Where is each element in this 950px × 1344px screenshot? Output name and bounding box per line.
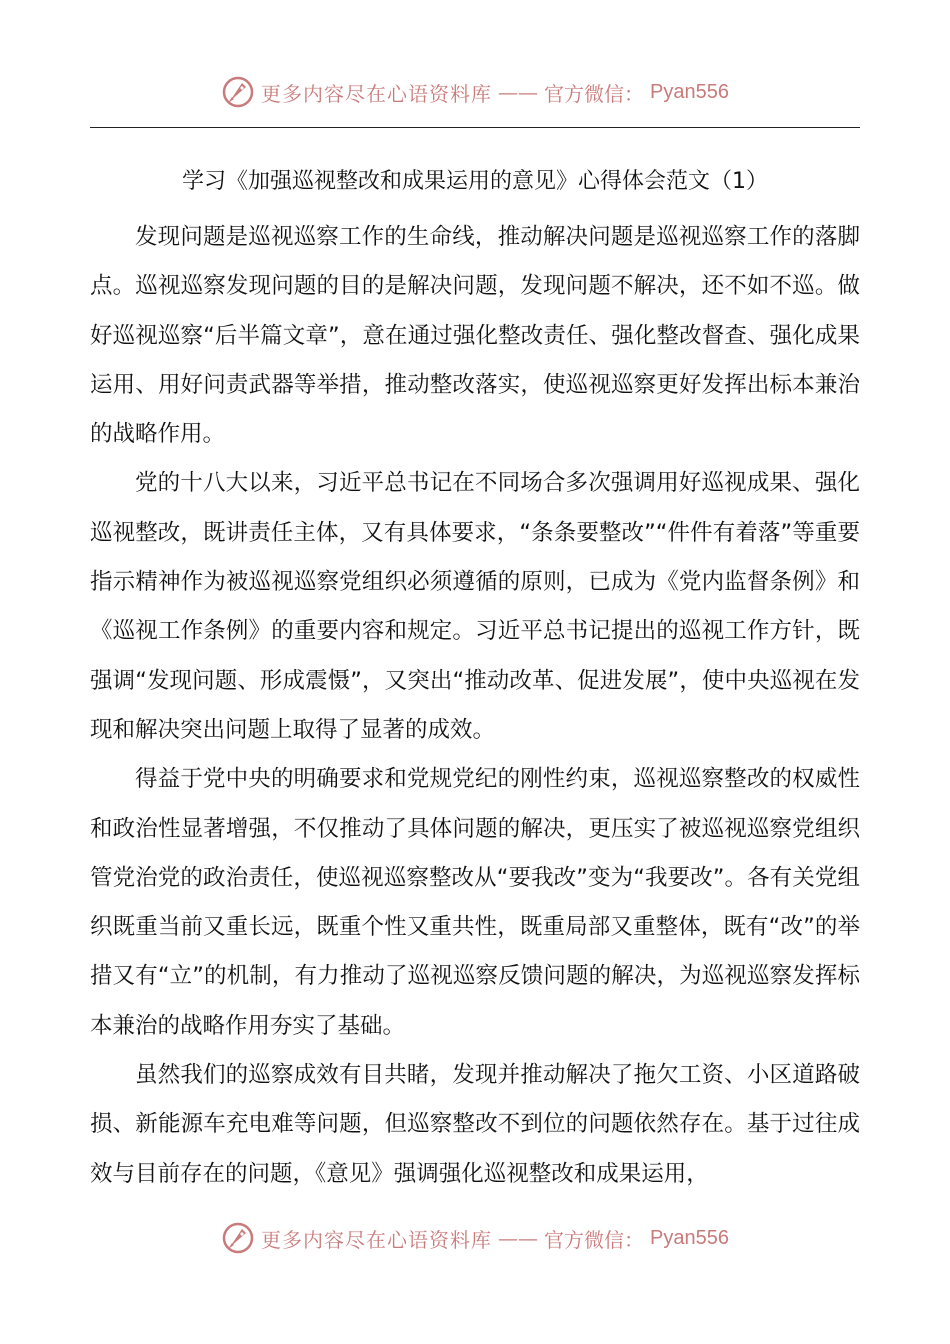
header-wechat-label: 官方微信： [544,81,645,106]
pen-nib-logo-icon [221,1221,255,1255]
document-title: 学习《加强巡视整改和成果运用的意见》心得体会范文（1） [182,169,768,194]
footer-separator: —— [498,1226,539,1250]
header-divider [90,127,860,128]
paragraph-2: 党的十八大以来，习近平总书记在不同场合多次强调用好巡视成果、强化巡视整改，既讲责任主体，又有具体要求，“条条要整改”“件件有着落”等重要指示精神作为被巡视巡察党组织必须遵循的原则，已成为《党内监督条例》和《巡视工作条例》的重要内容和规定。习近平总书记提出的巡视工作方针，既强调“发现问题、形成震慑”，又突出“推动改革、促进发展”，使中央巡视在发现和解决突出问题上取得了显著的成效。 [90,470,860,743]
footer-wechat-id: Pyan556 [650,1226,729,1249]
paragraph-3: 得益于党中央的明确要求和党规党纪的刚性约束，巡视巡察整改的权威性和政治性显著增强，不仅推动了具体问题的解决，更压实了被巡视巡察党组织管党治党的政治责任，使巡视巡察整改从“要我改”变为“我要改”。各有关党组织既重当前又重长远，既重个性又重共性，既重局部又重整体，既有“改”的举措又有“立”的机制，有力推动了巡视巡察反馈问题的解决，为巡视巡察发挥标本兼治的战略作用夯实了基础。 [90,766,860,1039]
paragraph-1: 发现问题是巡视巡察工作的生命线，推动解决问题是巡视巡察工作的落脚点。巡视巡察发现问题的目的是解决问题，发现问题不解决，还不如不巡。做好巡视巡察“后半篇文章”，意在通过强化整改责任、强化整改督查、强化成果运用、用好问责武器等举措，推动整改落实，使巡视巡察更好发挥出标本兼治的战略作用。 [90,224,860,448]
header-separator: —— [498,80,539,104]
document-body [90,213,860,1199]
header-wechat-id: Pyan556 [650,80,729,103]
footer-slogan: 更多内容尽在心语资料库 [261,1227,493,1252]
footer-wechat-label: 官方微信： [544,1227,645,1252]
footer-banner [0,1218,950,1258]
header-banner [0,72,950,112]
pen-nib-logo-icon [221,75,255,109]
paragraph-4: 虽然我们的巡察成效有目共睹，发现并推动解决了拖欠工资、小区道路破损、新能源车充电难等问题，但巡察整改不到位的问题依然存在。基于过往成效与目前存在的问题，《意见》强调强化巡视整改和成果运用， [90,1062,860,1187]
header-slogan: 更多内容尽在心语资料库 [261,81,493,106]
